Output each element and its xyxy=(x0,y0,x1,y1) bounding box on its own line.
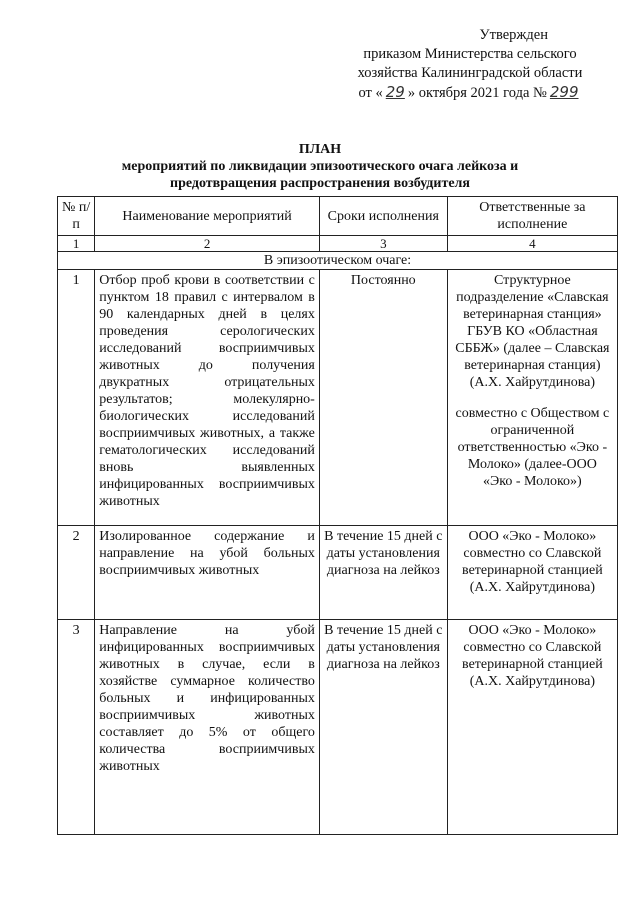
date-prefix: от « xyxy=(358,85,383,101)
row-term: Постоянно xyxy=(319,270,447,526)
header-action: Наименование мероприятий xyxy=(95,197,320,236)
column-number-row xyxy=(58,236,618,252)
approval-date-line xyxy=(330,83,610,103)
table-row xyxy=(58,620,618,835)
responsible-extra: совместно с Обществом с ограниченной ответственностью «Эко - Молоко» (далее-ООО «Эко - Молоко») xyxy=(455,406,610,489)
approval-order-line: приказом Министерства сельского xyxy=(363,46,577,62)
row-action: Направление на убой инфицированных восприимчивых животных в случае, если в хозяйстве суммарное количество больных и инфицированных восприимчивых животных составляет до 5% от общего количества восприимчивых животных xyxy=(95,620,320,835)
row-number: 2 xyxy=(58,526,95,620)
approval-heading: Утвержден xyxy=(479,27,548,43)
spacer xyxy=(452,391,613,405)
row-term: В течение 15 дней с даты установления диагноза на лейкоз xyxy=(319,620,447,835)
row-number: 1 xyxy=(58,270,95,526)
plan-title xyxy=(70,141,570,192)
approval-ministry-line: хозяйства Калининградской области xyxy=(357,65,583,81)
column-number-4: 4 xyxy=(447,236,617,252)
column-number-2: 2 xyxy=(95,236,320,252)
date-middle: » октября 2021 года № xyxy=(407,85,547,101)
row-responsible xyxy=(447,270,617,526)
header-term: Сроки исполнения xyxy=(319,197,447,236)
column-number-1: 1 xyxy=(58,236,95,252)
table-row xyxy=(58,526,618,620)
section-row xyxy=(58,252,618,270)
plan-table xyxy=(57,196,618,835)
header-row xyxy=(58,197,618,236)
row-responsible: ООО «Эко - Молоко» совместно со Славской ветеринарной станцией (А.Х. Хайрутдинова) xyxy=(447,620,617,835)
row-number: 3 xyxy=(58,620,95,835)
plan-title-word: ПЛАН xyxy=(298,142,342,157)
row-action: Изолированное содержание и направление на убой больных восприимчивых животных xyxy=(95,526,320,620)
table-row xyxy=(58,270,618,526)
approval-block xyxy=(330,26,610,103)
section-title: В эпизоотическом очаге: xyxy=(58,252,618,270)
row-responsible: ООО «Эко - Молоко» совместно со Славской ветеринарной станцией (А.Х. Хайрутдинова) xyxy=(447,526,617,620)
plan-title-line3: предотвращения распространения возбудителя xyxy=(170,176,470,191)
header-number: № п/п xyxy=(58,197,95,236)
responsible-main: Структурное подразделение «Славская ветеринарная станция» ГБУВ КО «Областная СББЖ» (далее – Славская ветеринарная станция) (А.Х. Хайрутдинова) xyxy=(455,273,610,390)
row-action: Отбор проб крови в соответствии с пунктом 18 правил с интервалом в 90 календарных дней в целях проведения серологических исследований восприимчивых животных до получения двукратных отрицательных результатов; молекулярно-биологических исследований восприимчивых животных, а также гематологических исследований вновь выявленных инфицированных восприимчивых животных xyxy=(95,270,320,526)
handwritten-day: 29 xyxy=(385,83,405,101)
row-term: В течение 15 дней с даты установления диагноза на лейкоз xyxy=(319,526,447,620)
handwritten-order-number: 299 xyxy=(549,83,579,101)
plan-title-line2: мероприятий по ликвидации эпизоотического очага лейкоза и xyxy=(121,159,519,174)
column-number-3: 3 xyxy=(319,236,447,252)
header-responsible: Ответственные за исполнение xyxy=(447,197,617,236)
